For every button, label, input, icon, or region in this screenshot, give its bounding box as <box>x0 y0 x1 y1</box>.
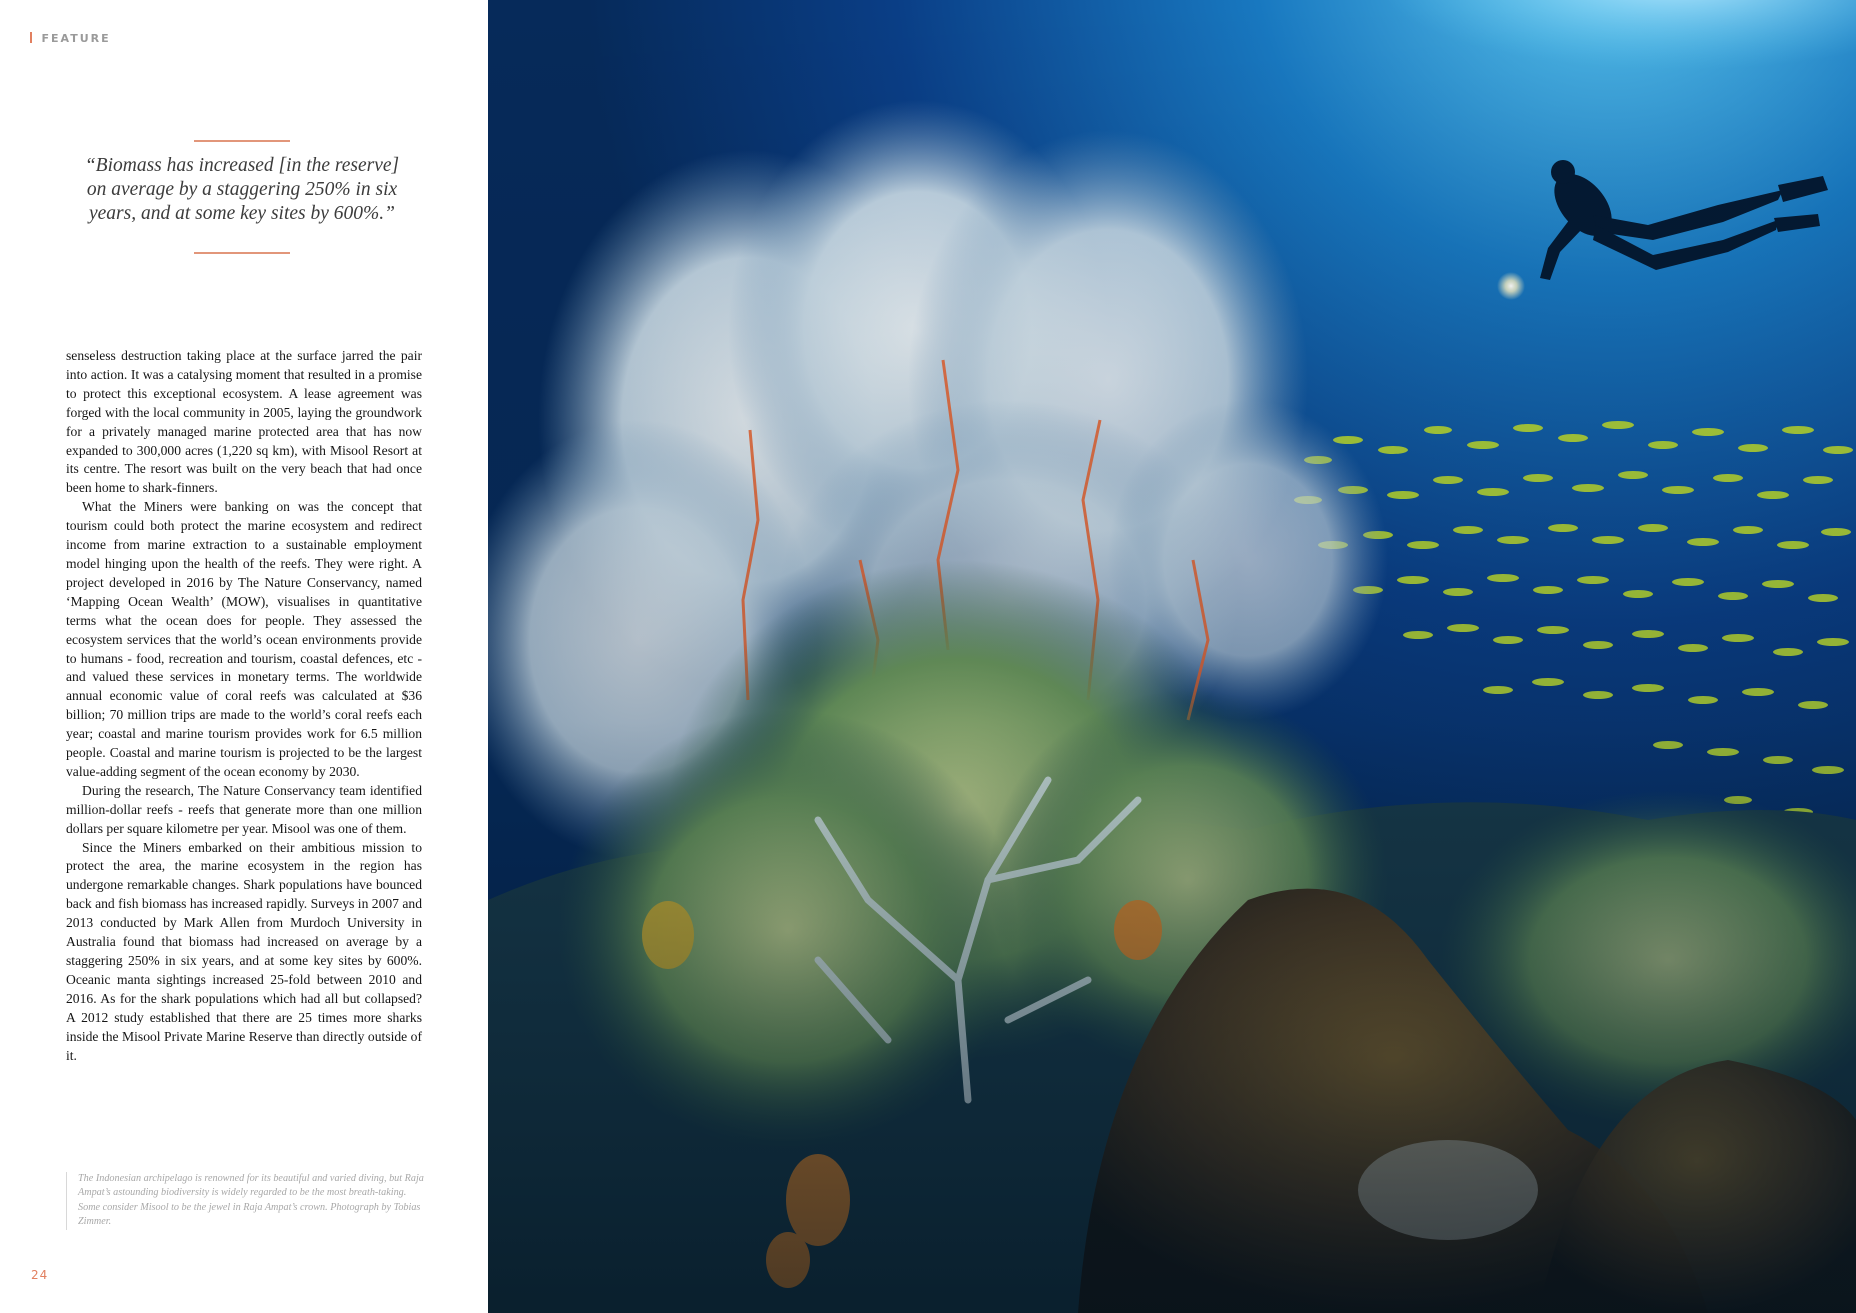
section-bar <box>30 32 32 43</box>
section-label <box>30 32 111 45</box>
depth-shading <box>488 0 1856 1313</box>
pull-quote-rule-bottom <box>194 252 290 254</box>
pull-quote-rule-top <box>194 140 290 142</box>
section-label-text: FEATURE <box>41 32 111 45</box>
body-paragraph: Since the Miners embarked on their ambitious mission to protect the area, the marine ecosystem in the region has undergone remarkable changes. Shark populations have bounced back and fish biomass has increased rapidly. Surveys in 2007 and 2013 conducted by Mark Allen from Murdoch University in Australia found that biomass had increased on average by a staggering 250% in six years, and at some key sites by 600%. Oceanic manta sightings increased 25-fold between 2010 and 2016. As for the shark populations which had all but collapsed? A 2012 study established that there are 25 times more sharks inside the Misool Private Marine Reserve than directly outside of it. <box>66 839 422 1063</box>
article-body <box>66 347 422 1065</box>
reef-photo <box>488 0 1856 1313</box>
page-number: 24 <box>31 1268 49 1282</box>
photo-caption: The Indonesian archipelago is renowned for its beautiful and varied diving, but Raja Ampat’s astounding biodiversity is widely regarded to be the most breath-taking. Some consider Misool to be the jewel in Raja Ampat’s crown. Photograph by Tobias Zimmer. <box>66 1172 428 1230</box>
left-page <box>0 0 488 1313</box>
body-paragraph: During the research, The Nature Conservancy team identified million-dollar reefs - reefs that generate more than one million dollars per square kilometre per year. Misool was one of them. <box>66 782 422 836</box>
pull-quote: “Biomass has increased [in the reserve] on average by a staggering 250% in six years, and at some key sites by 600%.” <box>84 155 400 224</box>
body-paragraph: senseless destruction taking place at the surface jarred the pair into action. It was a catalysing moment that resulted in a promise to protect this exceptional ecosystem. A lease agreement was forged with the local community in 2005, laying the groundwork for a privately managed marine protected area that has now expanded to 300,000 acres (1,220 sq km), with Misool Resort at its centre. The resort was built on the very beach that had once been home to shark-finners. <box>66 348 422 496</box>
body-paragraph: What the Miners were banking on was the concept that tourism could both protect the marine ecosystem and redirect income from marine extraction to a sustainable employment model hinging upon the health of the reefs. They were right. A project developed in 2016 by The Nature Conservancy, named ‘Mapping Ocean Wealth’ (MOW), visualises in quantitative terms what the ocean does for people. They assessed the ecosystem services that the world’s ocean environments provide to humans - food, recreation and tourism, coastal defences, etc - and valued these services in monetary terms. The worldwide annual economic value of coral reefs was calculated at $36 billion; 70 million trips are made to the world’s coral reefs each year; coastal and marine tourism provides work for 6.5 million people. Coastal and marine tourism is projected to be the largest value-adding segment of the ocean economy by 2030. <box>66 499 422 779</box>
